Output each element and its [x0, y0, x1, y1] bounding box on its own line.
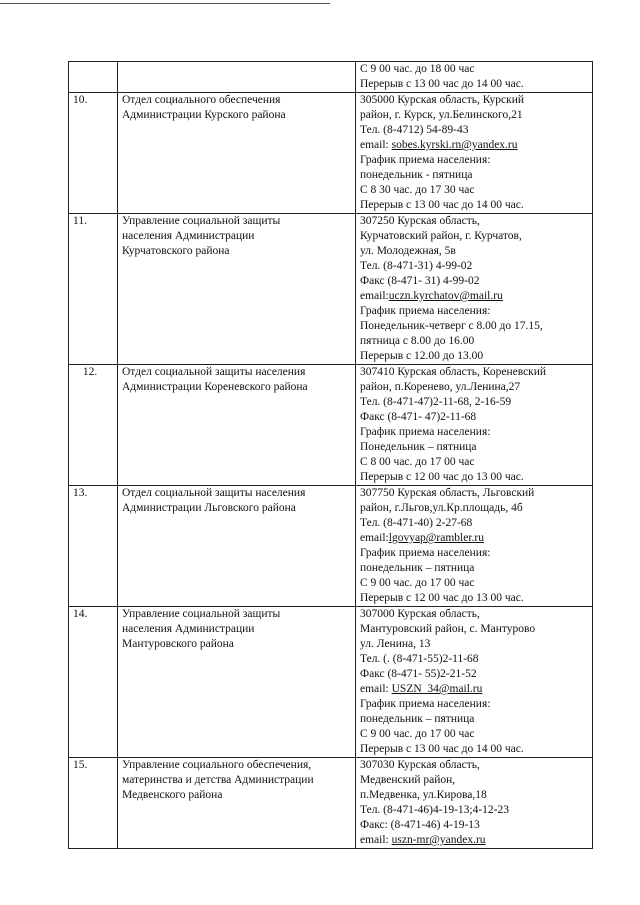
contact-info-cell — [356, 214, 593, 365]
contact-info-line: 307410 Курская область, Кореневский — [360, 366, 547, 378]
organization-name-line: Управление социальной защиты — [122, 215, 281, 227]
contact-info-line: С 9 00 час. до 18 00 час — [360, 63, 475, 75]
contact-info-line: Перерыв с 12 00 час до 13 00 час. — [360, 592, 524, 604]
row-number: 15. — [73, 759, 88, 771]
organization-name-line: населения Администрации — [122, 623, 255, 635]
table-body — [69, 62, 593, 849]
organization-name-line: Администрации Курского района — [122, 109, 286, 121]
contact-info-cell — [356, 93, 593, 214]
email-line — [360, 531, 592, 546]
email-link[interactable]: USZN_34@mail.ru — [391, 683, 483, 695]
organization-cell — [118, 758, 356, 849]
organization-name-line: Администрации Льговского района — [122, 502, 296, 514]
contact-info-line: Перерыв с 13 00 час до 14 00 час. — [360, 743, 524, 755]
table-row — [69, 607, 593, 758]
contact-info-line: Тел. (. (8-471-55)2-11-68 — [360, 653, 479, 665]
contact-info-line: понедельник - пятница — [360, 169, 473, 181]
organization-cell — [118, 365, 356, 486]
contact-info-line: Перерыв с 12 00 час до 13 00 час. — [360, 471, 524, 483]
contact-info-line: 307250 Курская область, — [360, 215, 480, 227]
contact-info-line: район, г. Курск, ул.Белинского,21 — [360, 109, 523, 121]
organization-name-line: Управление социального обеспечения, — [122, 759, 312, 771]
table-row — [69, 758, 593, 849]
organization-cell — [118, 62, 356, 93]
table-row — [69, 93, 593, 214]
email-link[interactable]: sobes.kyrski.rn@yandex.ru — [391, 139, 518, 151]
contact-info-line: С 9 00 час. до 17 00 час — [360, 577, 475, 589]
contact-info-line: Факс (8-471- 31) 4-99-02 — [360, 275, 480, 287]
contact-info-line: График приема населения: — [360, 547, 491, 559]
contact-info-line: Мантуровский район, с. Мантурово — [360, 623, 536, 635]
row-number-cell — [69, 365, 118, 486]
social-services-table — [68, 61, 593, 849]
organization-name-line: Мантуровского района — [122, 638, 234, 650]
email-label: email: — [360, 683, 392, 695]
email-line — [360, 138, 592, 153]
organization-name-line: Отдел социальной защиты населения — [122, 366, 306, 378]
contact-info-line: п.Медвенка, ул.Кирова,18 — [360, 789, 487, 801]
table-row — [69, 365, 593, 486]
contact-info-line: Тел. (8-471-46)4-19-13;4-12-23 — [360, 804, 510, 816]
organization-cell — [118, 93, 356, 214]
email-link[interactable]: uczn.kyrchatov@mail.ru — [388, 290, 503, 302]
table-row — [69, 214, 593, 365]
contact-info-line: Понедельник – пятница — [360, 441, 477, 453]
contact-info-cell — [356, 365, 593, 486]
contact-info-line: С 8 00 час. до 17 00 час — [360, 456, 475, 468]
contact-info-line: 307030 Курская область, — [360, 759, 480, 771]
contact-info-line: Перерыв с 13 00 час до 14 00 час. — [360, 199, 524, 211]
email-link[interactable]: uszn-mr@yandex.ru — [391, 834, 486, 846]
contact-info-line: Тел. (8-471-31) 4-99-02 — [360, 260, 473, 272]
row-number-cell — [69, 93, 118, 214]
contact-info-line: Факс: (8-471-46) 4-19-13 — [360, 819, 480, 831]
header-rule — [0, 3, 330, 4]
contact-info-line: ул. Ленина, 13 — [360, 638, 431, 650]
contact-info-line: Перерыв с 13 00 час до 14 00 час. — [360, 78, 524, 90]
contact-info-cell — [356, 486, 593, 607]
row-number: 11. — [73, 215, 87, 227]
contact-info-line: понедельник – пятница — [360, 713, 475, 725]
contact-info-line: пятница с 8.00 до 16.00 — [360, 335, 475, 347]
row-number-cell — [69, 486, 118, 607]
row-number: 12. — [82, 366, 98, 378]
organization-name-line: Отдел социального обеспечения — [122, 94, 281, 106]
email-link[interactable]: lgovyap@rambler.ru — [388, 532, 484, 544]
contact-info-line: район, п.Коренево, ул.Ленина,27 — [360, 381, 521, 393]
contact-info-line: ул. Молодежная, 5в — [360, 245, 456, 257]
contact-info-line: График приема населения: — [360, 426, 491, 438]
organization-name-line: Отдел социальной защиты населения — [122, 487, 306, 499]
email-label: email: — [360, 532, 389, 544]
contact-info-cell — [356, 607, 593, 758]
email-label: email: — [360, 834, 392, 846]
email-line — [360, 833, 592, 848]
email-line — [360, 289, 592, 304]
email-label: email: — [360, 290, 389, 302]
contact-info-line: 307750 Курская область, Льговский — [360, 487, 535, 499]
contact-info-line: Тел. (8-471-40) 2-27-68 — [360, 517, 473, 529]
row-number: 14. — [73, 608, 88, 620]
contact-info-line: Перерыв с 12.00 до 13.00 — [360, 350, 484, 362]
email-label: email: — [360, 139, 392, 151]
contact-info-cell — [356, 62, 593, 93]
contact-info-line: График приема населения: — [360, 305, 491, 317]
table-row — [69, 62, 593, 93]
contact-info-line: понедельник – пятница — [360, 562, 475, 574]
contact-info-line: 307000 Курская область, — [360, 608, 480, 620]
contact-info-line: Факс (8-471- 47)2-11-68 — [360, 411, 477, 423]
organization-name-line: населения Администрации — [122, 230, 255, 242]
contact-info-line: График приема населения: — [360, 154, 491, 166]
organization-name-line: материнства и детства Администрации — [122, 774, 314, 786]
organization-name-line: Администрации Кореневского района — [122, 381, 308, 393]
contact-info-line: С 9 00 час. до 17 00 час — [360, 728, 475, 740]
organization-name-line: Управление социальной защиты — [122, 608, 281, 620]
organization-name-line: Курчатовского района — [122, 245, 230, 257]
contact-info-line: 305000 Курская область, Курский — [360, 94, 525, 106]
organization-cell — [118, 607, 356, 758]
table-row — [69, 486, 593, 607]
row-number: 13. — [73, 487, 88, 499]
contact-info-cell — [356, 758, 593, 849]
email-line — [360, 682, 592, 697]
contact-info-line: Тел. (8-4712) 54-89-43 — [360, 124, 469, 136]
contact-info-line: С 8 30 час. до 17 30 час — [360, 184, 475, 196]
contact-info-line: Медвенский район, — [360, 774, 456, 786]
contact-info-line: район, г.Льгов,ул.Кр.площадь, 4б — [360, 502, 523, 514]
contact-info-line: Курчатовский район, г. Курчатов, — [360, 230, 522, 242]
row-number: 10. — [73, 94, 88, 106]
row-number-cell — [69, 758, 118, 849]
contact-info-line: Факс (8-471- 55)2-21-52 — [360, 668, 477, 680]
row-number-cell — [69, 607, 118, 758]
row-number-cell — [69, 62, 118, 93]
organization-name-line: Медвенского района — [122, 789, 223, 801]
contact-info-line: Тел. (8-471-47)2-11-68, 2-16-59 — [360, 396, 512, 408]
organization-cell — [118, 486, 356, 607]
contact-info-line: Понедельник-четверг с 8.00 до 17.15, — [360, 320, 543, 332]
contact-info-line: График приема населения: — [360, 698, 491, 710]
organization-cell — [118, 214, 356, 365]
row-number-cell — [69, 214, 118, 365]
